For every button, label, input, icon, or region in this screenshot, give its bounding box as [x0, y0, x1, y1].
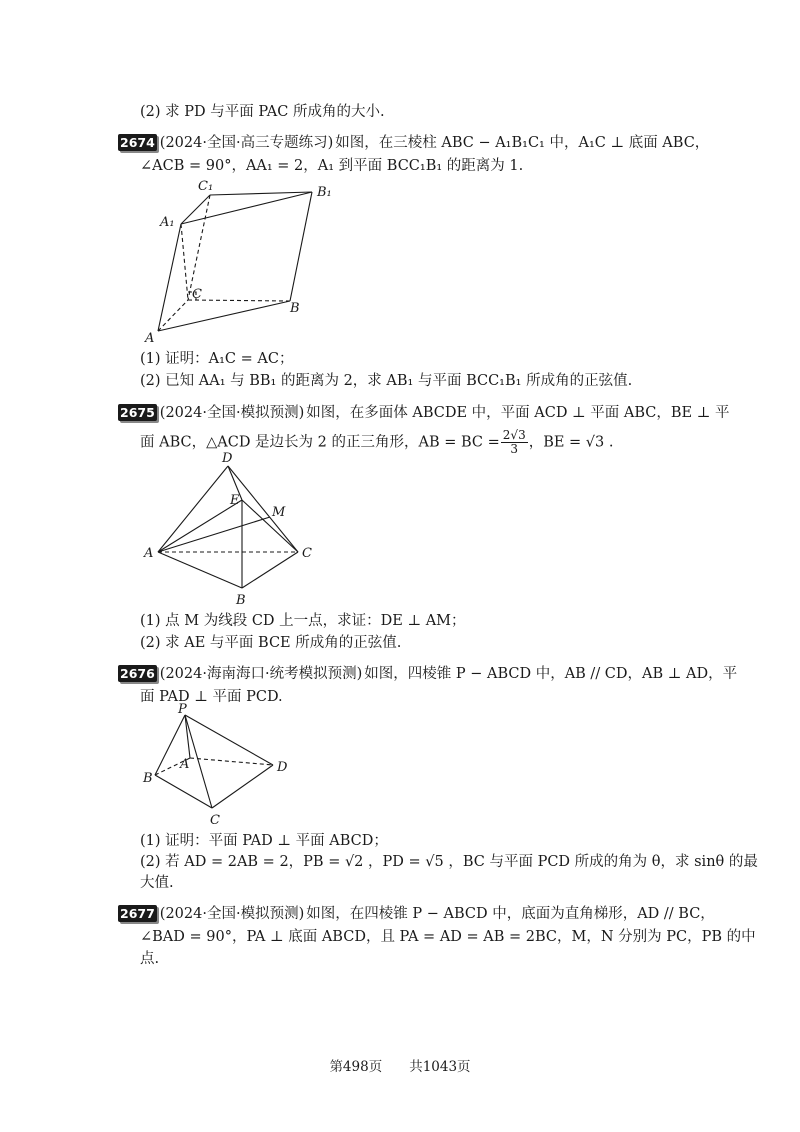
problem-2676-line2: 面 PAD ⊥ 平面 PCD.: [140, 689, 283, 705]
edge-p-a: [185, 715, 190, 758]
label-m: M: [272, 505, 286, 520]
problem-text: 如图，四棱锥 P − ABCD 中，AB // CD，AB ⊥ AD，平: [364, 666, 738, 682]
label-c: C: [302, 546, 312, 561]
label-b1: B₁: [317, 185, 332, 200]
problem-2677-line2: ∠BAD = 90°，PA ⊥ 底面 ABCD，且 PA = AD = AB = 2BC，M，N 分别为 PC，PB 的中: [140, 929, 756, 945]
label-e: E: [230, 493, 240, 508]
problem-2674-q1: (1) 证明：A₁C = AC；: [140, 351, 294, 367]
problem-2674-q2: (2) 已知 AA₁ 与 BB₁ 的距离为 2，求 AB₁ 与平面 BCC₁B₁ 所成角的正弦值.: [140, 373, 633, 389]
edge-a-d: [190, 758, 273, 765]
problem-text: 如图，在三棱柱 ABC − A₁B₁C₁ 中，A₁C ⊥ 底面 ABC，: [335, 135, 710, 151]
problem-2676-q1: (1) 证明：平面 PAD ⊥ 平面 ABCD；: [140, 833, 388, 849]
page-footer: 第498页 共1043页: [329, 1059, 471, 1075]
problem-2677-line1: [118, 905, 715, 923]
label-a1: A₁: [160, 215, 175, 230]
label-d: D: [222, 451, 233, 466]
label-c: C: [210, 813, 220, 828]
problem-2674-line2: ∠ACB = 90°，AA₁ = 2，A₁ 到平面 BCC₁B₁ 的距离为 1.: [140, 158, 524, 174]
label-b: B: [143, 771, 153, 786]
problem-2676-q2-line1: (2) 若 AD = 2AB = 2，PB = √2 ，PD = √5 ，BC 与平面 PCD 所成的角为 θ，求 sinθ 的最: [140, 854, 758, 870]
label-p: P: [178, 702, 187, 717]
label-a: A: [180, 757, 190, 772]
prev-problem-question-2: (2) 求 PD 与平面 PAC 所成角的大小.: [140, 104, 385, 120]
label-c: C: [192, 287, 202, 302]
label-a: A: [144, 546, 154, 561]
fraction-denominator: 3: [510, 442, 519, 456]
problem-number-badge: 2675: [120, 405, 155, 420]
problem-number-badge: 2677: [120, 906, 155, 921]
problem-2677-line3: 点.: [140, 951, 160, 967]
problem-number-badge: 2674: [120, 135, 155, 150]
problem-text: ，BE = √3 .: [528, 434, 614, 451]
problem-2675-q1: (1) 点 M 为线段 CD 上一点，求证：DE ⊥ AM；: [140, 613, 466, 629]
label-c1: C₁: [198, 179, 214, 194]
edge-c-d: [212, 765, 273, 808]
problem-text: 如图，在多面体 ABCDE 中，平面 ACD ⊥ 平面 ABC，BE ⊥ 平: [306, 405, 730, 421]
problem-number-badge: 2676: [120, 666, 155, 681]
problem-source: (2024·全国·模拟预测): [159, 405, 305, 421]
fraction-numerator: 2√3: [502, 428, 526, 442]
problem-source: (2024·全国·高三专题练习): [159, 135, 334, 151]
edge-p-d: [185, 715, 273, 765]
problem-text: 面 ABC，△ACD 是边长为 2 的正三角形，AB = BC =: [140, 434, 500, 451]
problem-2675-q2: (2) 求 AE 与平面 BCE 所成角的正弦值.: [140, 635, 402, 651]
label-d: D: [277, 760, 288, 775]
label-b: B: [290, 301, 300, 316]
problem-source: (2024·全国·模拟预测): [159, 906, 305, 922]
problem-text: 如图，在四棱锥 P − ABCD 中，底面为直角梯形，AD // BC，: [306, 906, 715, 922]
label-b: B: [236, 593, 246, 608]
label-a: A: [145, 331, 155, 346]
problem-source: (2024·海南海口·统考模拟预测): [159, 666, 363, 682]
problem-2676-q2-line2: 大值.: [140, 875, 174, 891]
